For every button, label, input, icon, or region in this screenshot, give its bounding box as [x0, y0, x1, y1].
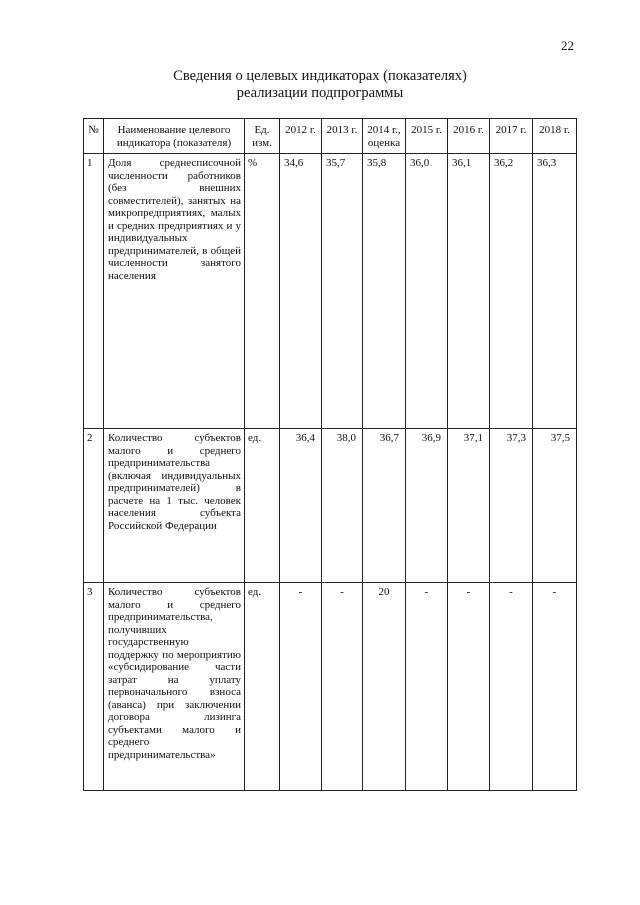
value-2012: 36,4 — [280, 429, 322, 583]
value-2014: 36,7 — [363, 429, 406, 583]
value-2015: - — [406, 583, 448, 791]
header-2017: 2017 г. — [490, 119, 533, 154]
table-row — [84, 154, 577, 429]
value-2013: 35,7 — [322, 154, 363, 429]
value-2016: - — [448, 583, 490, 791]
value-2014: 35,8 — [363, 154, 406, 429]
indicator-name: Количество субъектов малого и среднего предпринимательства (включая индивидуальных предпринимателей) в расчете на 1 тыс. человек населения субъекта Российской Федерации — [104, 429, 245, 583]
value-2013: 38,0 — [322, 429, 363, 583]
unit-cell: % — [245, 154, 280, 429]
row-number: 1 — [84, 154, 104, 429]
indicator-name: Доля среднесписочной численности работников (без внешних совместителей), занятых на микропредприятиях, малых и средних предприятиях и у индивидуальных предпринимателей, в общей численности занятого населения — [104, 154, 245, 429]
row-number: 2 — [84, 429, 104, 583]
header-2015: 2015 г. — [406, 119, 448, 154]
value-2018: 37,5 — [533, 429, 577, 583]
value-2012: 34,6 — [280, 154, 322, 429]
row-number: 3 — [84, 583, 104, 791]
table-header-row — [84, 119, 577, 154]
document-title — [0, 68, 640, 102]
header-2012: 2012 г. — [280, 119, 322, 154]
value-2018: 36,3 — [533, 154, 577, 429]
value-2015: 36,9 — [406, 429, 448, 583]
value-2014: 20 — [363, 583, 406, 791]
unit-cell: ед. — [245, 429, 280, 583]
table-row — [84, 583, 577, 791]
header-unit: Ед. изм. — [245, 119, 280, 154]
value-2016: 37,1 — [448, 429, 490, 583]
value-2013: - — [322, 583, 363, 791]
value-2016: 36,1 — [448, 154, 490, 429]
page-number: 22 — [561, 38, 574, 53]
value-2015: 36,0 — [406, 154, 448, 429]
value-2018: - — [533, 583, 577, 791]
title-line-2: реализации подпрограммы — [236, 85, 404, 101]
table-row — [84, 429, 577, 583]
value-2012: - — [280, 583, 322, 791]
header-2018: 2018 г. — [533, 119, 577, 154]
header-2014: 2014 г., оценка — [363, 119, 406, 154]
indicators-table — [83, 118, 577, 791]
header-2016: 2016 г. — [448, 119, 490, 154]
indicator-name: Количество субъектов малого и среднего предпринимательства, получивших государственную поддержку по мероприятию «субсидирование части затрат на уплату первоначального взноса (аванса) при заключении договора лизинга субъектами малого и среднего предпринимательства» — [104, 583, 245, 791]
title-line-1: Сведения о целевых индикаторах (показателях) — [173, 68, 467, 84]
unit-cell: ед. — [245, 583, 280, 791]
value-2017: - — [490, 583, 533, 791]
value-2017: 37,3 — [490, 429, 533, 583]
header-2013: 2013 г. — [322, 119, 363, 154]
value-2017: 36,2 — [490, 154, 533, 429]
header-name: Наименование целевого индикатора (показателя) — [104, 119, 245, 154]
header-no: № — [84, 119, 104, 154]
